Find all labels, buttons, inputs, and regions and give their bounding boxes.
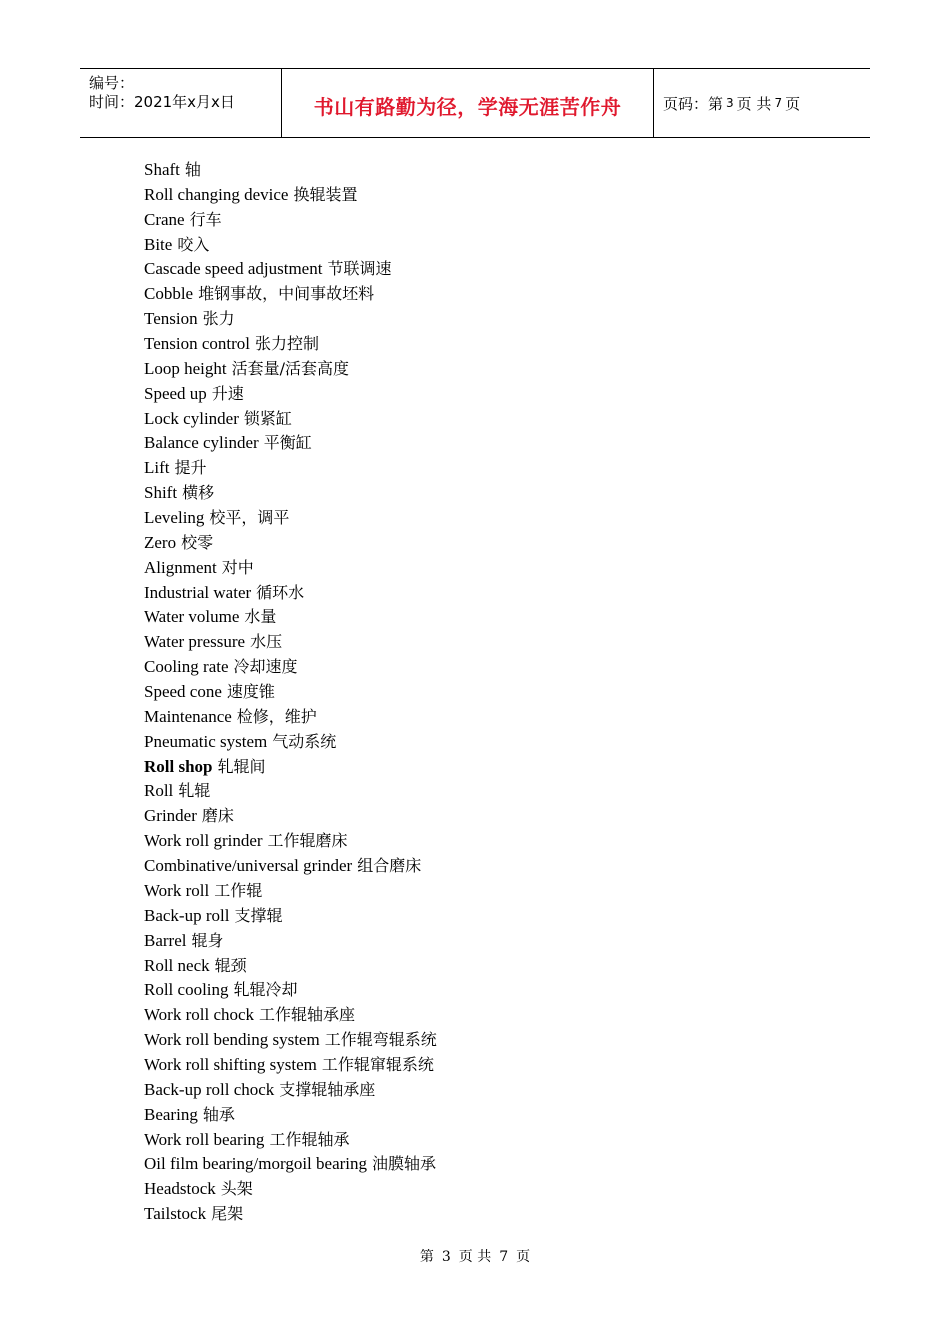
term-chinese: 油膜轴承 [372,1154,437,1174]
glossary-item [144,680,824,705]
term-english: Roll cooling [144,980,229,1000]
glossary-item [144,854,824,879]
term-chinese: 活套量/活套高度 [231,358,350,378]
page-header [80,68,870,138]
glossary-item [144,605,824,630]
term-english: Water volume [144,607,240,627]
term-english: Balance cylinder [144,433,259,453]
term-chinese: 校零 [181,532,214,552]
footer-mid: 页 共 [458,1249,492,1265]
page-suffix: 页 [785,94,801,113]
term-english: Grinder [144,806,197,826]
term-chinese: 尾架 [211,1204,244,1224]
term-english: Alignment [144,557,217,577]
glossary-item [144,1177,824,1202]
term-english: Work roll bearing [144,1129,265,1149]
motto: 书山有路勤为径，学海无涯苦作舟 [313,94,622,119]
page-current: 3 [726,96,734,110]
header-page-cell [654,69,870,137]
glossary-item [144,1128,824,1153]
term-english: Work roll [144,880,210,900]
glossary-item [144,829,824,854]
term-chinese: 辊颈 [214,955,247,975]
term-chinese: 张力控制 [254,334,319,354]
term-english: Pneumatic system [144,731,268,751]
term-chinese: 对中 [221,557,254,577]
glossary-item [144,1078,824,1103]
footer-suffix: 页 [516,1249,531,1265]
term-english: Cooling rate [144,657,229,677]
term-english: Speed cone [144,682,222,702]
term-english: Loop height [144,358,227,378]
page-total: 7 [774,96,783,110]
term-english: Maintenance [144,706,232,726]
term-chinese: 检修，维护 [236,706,317,726]
term-english: Lock cylinder [144,408,239,428]
page-footer [0,1246,950,1266]
glossary-item [144,1028,824,1053]
document-number-label: 编号： [89,74,135,92]
term-chinese: 横移 [182,483,215,503]
page-mid: 页 共 [736,94,772,113]
glossary-item [144,183,824,208]
glossary-item [144,456,824,481]
term-chinese: 校平，调平 [209,508,290,528]
term-english: Cascade speed adjustment [144,259,323,279]
term-chinese: 组合磨床 [357,856,422,876]
term-chinese: 头架 [220,1179,253,1199]
glossary-item [144,382,824,407]
term-chinese: 提升 [174,458,207,478]
term-chinese: 工作辊磨床 [267,831,348,851]
footer-current: 3 [441,1249,451,1265]
term-chinese: 冷却速度 [233,657,298,677]
glossary-item [144,282,824,307]
term-english: Water pressure [144,632,246,652]
term-chinese: 工作辊轴承座 [259,1005,356,1025]
term-chinese: 工作辊窜辊系统 [321,1054,434,1074]
glossary-list [144,158,824,1227]
term-chinese: 轴 [184,160,201,179]
term-english: Roll [144,781,174,801]
header-info-cell [80,69,281,137]
glossary-item [144,1152,824,1177]
term-chinese: 行车 [189,209,222,229]
term-english: Speed up [144,383,207,403]
term-chinese: 轴承 [202,1104,235,1124]
glossary-item [144,929,824,954]
glossary-item [144,904,824,929]
term-english: Barrel [144,930,187,950]
term-chinese: 气动系统 [272,731,337,751]
glossary-item [144,730,824,755]
glossary-item [144,804,824,829]
term-english: Headstock [144,1179,216,1199]
term-chinese: 平衡缸 [263,433,312,453]
glossary-item [144,655,824,680]
glossary-item [144,630,824,655]
term-english: Work roll shifting system [144,1054,317,1074]
glossary-item [144,581,824,606]
term-chinese: 咬入 [177,234,210,254]
term-chinese: 工作辊轴承 [269,1129,350,1149]
glossary-item [144,257,824,282]
term-english: Bearing [144,1104,198,1124]
term-english: Back-up roll chock [144,1079,275,1099]
term-english: Work roll bending system [144,1030,320,1050]
term-chinese: 换辊装置 [293,184,358,204]
term-chinese: 支撑辊轴承座 [279,1079,376,1099]
term-english: Tension control [144,334,250,354]
term-english: Roll shop [144,756,213,776]
page-prefix: 页码：第 [663,94,724,113]
term-english: Work roll chock [144,1005,255,1025]
term-chinese: 升速 [211,383,244,403]
term-chinese: 工作辊 [214,880,263,900]
glossary-item [144,1053,824,1078]
glossary-item [144,357,824,382]
glossary-item [144,705,824,730]
term-chinese: 水量 [244,607,277,627]
term-chinese: 张力 [202,309,235,329]
term-chinese: 工作辊弯辊系统 [324,1030,437,1050]
term-english: Roll neck [144,955,210,975]
glossary-item [144,158,824,183]
term-english: Shift [144,483,178,503]
date-label: 时间：2021年x月x日 [89,93,235,111]
term-english: Industrial water [144,582,252,602]
term-chinese: 速度锥 [226,682,275,702]
footer-total: 7 [499,1249,509,1265]
term-chinese: 轧辊间 [217,756,266,776]
glossary-item [144,431,824,456]
glossary-item [144,755,824,780]
glossary-item [144,208,824,233]
term-english: Leveling [144,508,205,528]
glossary-item [144,1103,824,1128]
term-chinese: 磨床 [201,806,234,826]
term-english: Work roll grinder [144,831,263,851]
glossary-item [144,954,824,979]
glossary-item [144,1202,824,1227]
glossary-item [144,531,824,556]
glossary-item [144,779,824,804]
term-english: Combinative/universal grinder [144,856,353,876]
glossary-item [144,407,824,432]
term-english: Roll changing device [144,184,289,204]
glossary-item [144,332,824,357]
glossary-item [144,556,824,581]
term-english: Oil film bearing/morgoil bearing [144,1154,368,1174]
term-english: Tension [144,309,198,329]
glossary-item [144,481,824,506]
term-chinese: 堆钢事故，中间事故坯料 [198,284,375,304]
term-english: Tailstock [144,1204,207,1224]
glossary-item [144,307,824,332]
glossary-item [144,1003,824,1028]
glossary-item [144,233,824,258]
header-motto-cell [281,69,654,137]
term-english: Back-up roll [144,905,230,925]
term-chinese: 节联调速 [327,259,392,279]
glossary-item [144,879,824,904]
term-english: Cobble [144,284,194,304]
term-chinese: 水压 [250,632,283,652]
term-chinese: 轧辊 [178,781,211,801]
glossary-item [144,978,824,1003]
term-chinese: 辊身 [191,930,224,950]
term-english: Shaft [144,160,180,179]
footer-prefix: 第 [419,1249,434,1265]
glossary-item [144,506,824,531]
term-chinese: 锁紧缸 [243,408,292,428]
term-english: Bite [144,234,173,254]
term-english: Zero [144,532,177,552]
term-chinese: 支撑辊 [234,905,283,925]
term-chinese: 轧辊冷却 [233,980,298,1000]
term-english: Crane [144,209,185,229]
term-chinese: 循环水 [256,582,305,602]
term-english: Lift [144,458,170,478]
